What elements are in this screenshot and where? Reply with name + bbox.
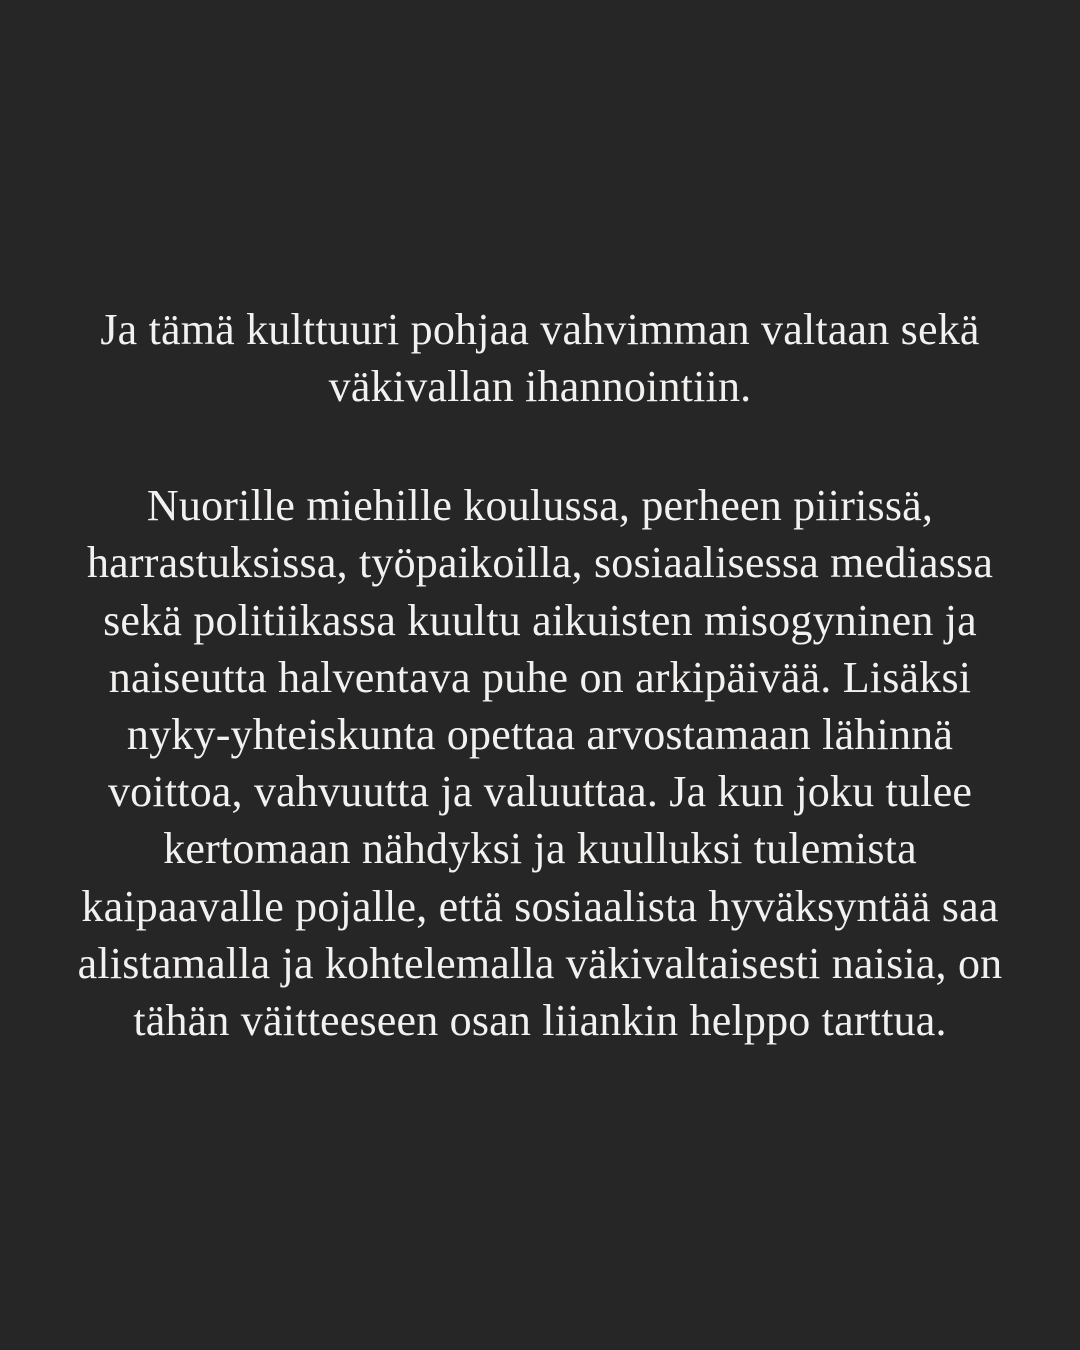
quote-paragraph-1: Ja tämä kulttuuri pohjaa vahvimman valtaan sekä väkivallan ihannointiin. [100, 304, 980, 412]
quote-text-block [70, 301, 1010, 1049]
quote-paragraph-2: Nuorille miehille koulussa, perheen piirissä, harrastuksissa, työpaikoilla, sosiaalisessa mediassa sekä politiikassa kuultu aikuisten misogyninen ja naiseutta halventava puhe on arkipäivää. Lisäksi nyky-yhteiskunta opettaa arvostamaan lähinnä voittoa, vahvuutta ja valuuttaa. Ja kun joku tulee kertomaan nähdyksi ja kuulluksi tulemista kaipaavalle pojalle, että sosiaalista hyväksyntää saa alistamalla ja kohtelemalla väkivaltaisesti naisia, on tähän väitteeseen osan liiankin helppo tarttua. [77, 481, 1003, 1045]
